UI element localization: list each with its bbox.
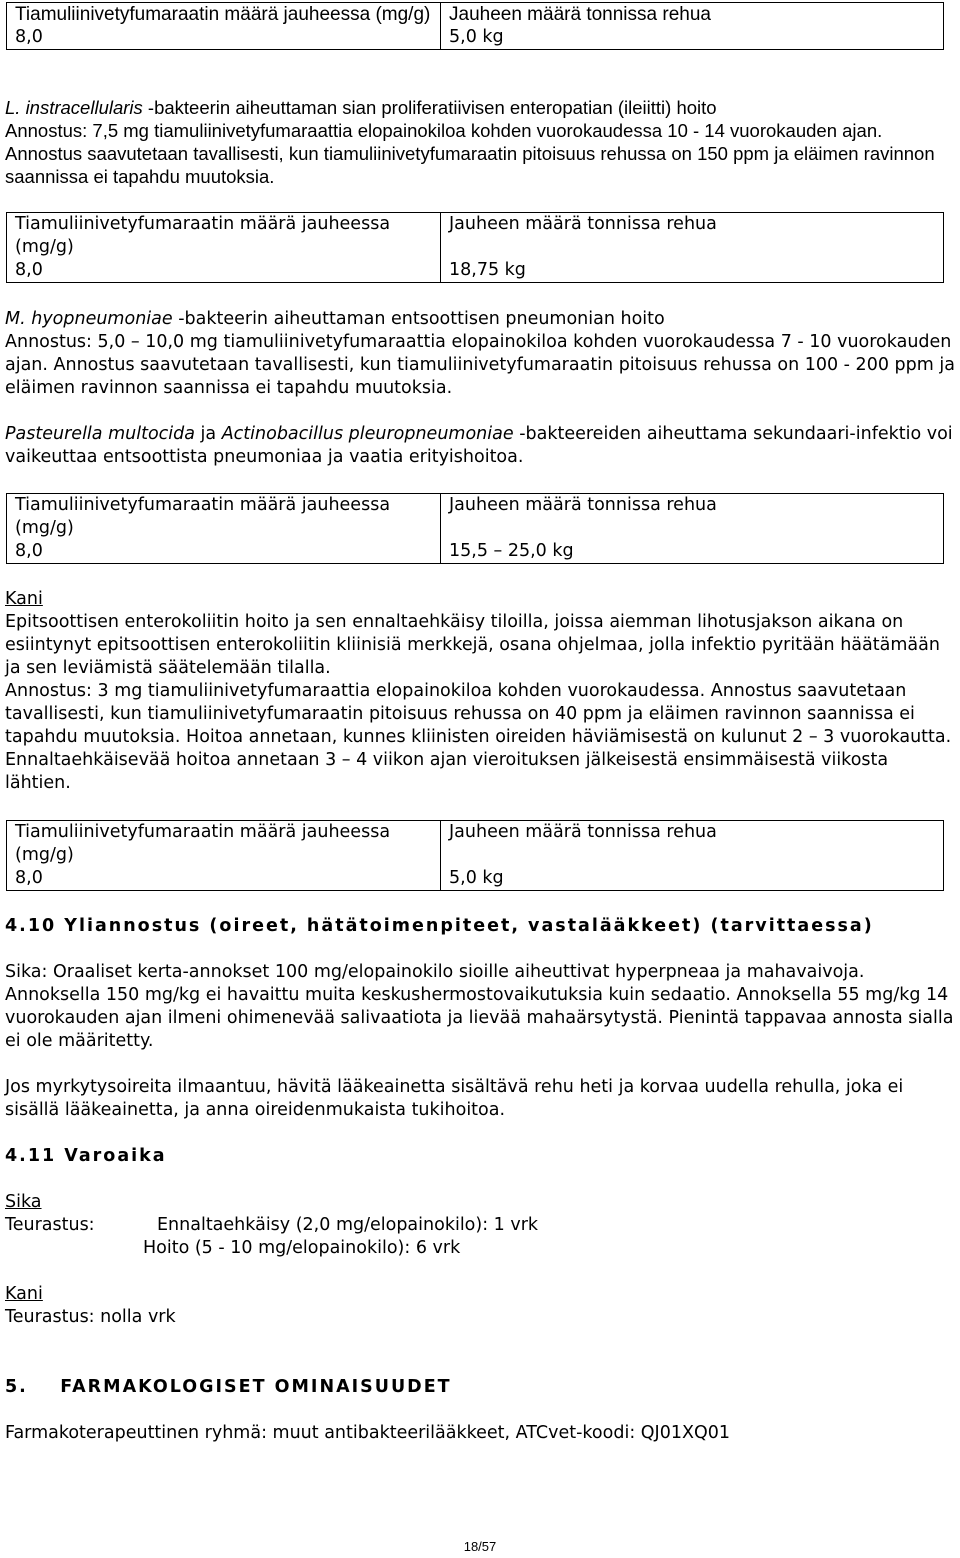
overdose-action: Jos myrkytysoireita ilmaantuu, hävitä lääkeainetta sisältävä rehu heti ja korvaa uudella rehulla, joka ei sisällä lääkeainetta, ja anna oireidenmukaista tukihoitoa. (5, 1077, 904, 1120)
species-name: L. instracellularis (5, 97, 143, 118)
dose-table-3 (6, 493, 944, 564)
ileitis-title: L. instracellularis -bakteerin aiheuttaman sian proliferatiivisen enteropatian (ileiitti) hoito (5, 97, 717, 118)
concentration-value: 8,0 (7, 867, 441, 891)
rabbit-section (5, 588, 955, 795)
overdose-pig: Sika: Oraaliset kerta-annokset 100 mg/elopainokilo sioille aiheuttivat hyperpneaa ja mahavaivoja. Annoksella 150 mg/kg ei havaittu muita keskushermostovaikutuksia kuin sedaatio. Annoksella 55 mg/kg 14 vuorokauden ajan ilmeni ohimenevää salivaatiota ja lievää mahaärsytystä. Pienintä tappavaa annosta sialla ei ole määritetty. (5, 962, 954, 1051)
dose-table-4 (6, 820, 944, 891)
rabbit-text-1: Epitsoottisen enterokoliitin hoito ja sen ennaltaehkäisy tiloilla, joissa aiemman lihotusjakson aikana on esiintynyt epitsoottisen enterokoliitin kliinisiä merkkejä, osana ohjelmaa, jolla infektio pyritään häätämään ja sen leviämistä säätelemään tilalla. (5, 612, 940, 678)
section-5 (5, 1376, 955, 1445)
col2-header: Jauheen määrä tonnissa rehua (441, 494, 944, 541)
withdrawal-rabbit: Teurastus: nolla vrk (5, 1307, 176, 1327)
pig-heading: Sika (5, 1192, 42, 1212)
section-heading: 5. FARMAKOLOGISET OMINAISUUDET (5, 1377, 452, 1397)
withdrawal-pig-1: Teurastus: Ennaltaehkäisy (2,0 mg/elopainokilo): 1 vrk (5, 1215, 539, 1235)
dose-table-1 (6, 2, 944, 50)
col2-header: Jauheen määrä tonnissa rehua (441, 213, 944, 260)
rabbit-heading: Kani (5, 1284, 43, 1304)
section-heading: 4.10 Yliannostus (oireet, hätätoimenpiteet, vastalääkkeet) (tarvittaessa) (5, 916, 874, 936)
concentration-value: 8,0 (7, 540, 441, 564)
col1-header: Tiamuliinivetyfumaraatin määrä jauheessa (mg/g) (7, 213, 441, 260)
rabbit-text-2: Annostus: 3 mg tiamuliinivetyfumaraattia elopainokiloa kohden vuorokaudessa. Annostus saavutetaan tavallisesti, kun tiamuliinivetyfumaraatin pitoisuus rehussa on 40 ppm ja eläimen ravinnon saannissa ei tapahdu muutoksia. Hoitoa annetaan, kunnes kliinisten oireiden häviämisestä on kulunut 2 – 3 vuorokautta. Ennaltaehkäisevää hoitoa annetaan 3 – 4 viikon ajan vieroituksen jälkeisestä ensimmäisestä viikosta lähtien. (5, 681, 952, 793)
ileitis-section (5, 96, 955, 188)
col1-header: Tiamuliinivetyfumaraatin määrä jauheessa (mg/g) (7, 494, 441, 541)
ileitis-dose: Annostus: 7,5 mg tiamuliinivetyfumaraattia elopainokiloa kohden vuorokaudessa 10 - 14 vuorokauden ajan. Annostus saavutetaan tavallisesti, kun tiamuliinivetyfumaraatin pitoisuus rehussa on 150 ppm ja eläimen ravinnon saannissa ei tapahdu muutoksia. (5, 120, 935, 187)
section-heading: 4.11 Varoaika (5, 1146, 167, 1166)
pneumonia-title: M. hyopneumoniae -bakteerin aiheuttaman entsoottisen pneumonian hoito (5, 309, 665, 329)
col2-header: Jauheen määrä tonnissa rehua (441, 3, 944, 27)
amount-value: 5,0 kg (441, 867, 944, 891)
rabbit-heading: Kani (5, 589, 43, 609)
concentration-value: 8,0 (7, 259, 441, 283)
amount-value: 15,5 – 25,0 kg (441, 540, 944, 564)
section-4-10 (5, 915, 955, 1122)
pneumonia-dose: Annostus: 5,0 – 10,0 mg tiamuliinivetyfumaraattia elopainokiloa kohden vuorokaudessa 7 - 10 vuorokauden ajan. Annostus saavutetaan tavallisesti, kun tiamuliinivetyfumaraatin pitoisuus rehussa on 100 - 200 ppm ja eläimen ravinnon saannissa ei tapahdu muutoksia. (5, 332, 955, 398)
section-4-11 (5, 1145, 955, 1329)
amount-value: 18,75 kg (441, 259, 944, 283)
pharmacotherapeutic-group: Farmakoterapeuttinen ryhmä: muut antibakteerilääkkeet, ATCvet-koodi: QJ01XQ01 (5, 1423, 731, 1443)
pneumonia-section (5, 308, 955, 469)
withdrawal-pig-2: Hoito (5 - 10 mg/elopainokilo): 6 vrk (143, 1238, 461, 1258)
pneumonia-note: Pasteurella multocida ja Actinobacillus pleuropneumoniae -bakteereiden aiheuttama sekundaari-infektio voi vaikeuttaa entsoottista pneumoniaa ja vaatia erityishoitoa. (5, 424, 953, 467)
amount-value: 5,0 kg (441, 26, 944, 50)
col1-header: Tiamuliinivetyfumaraatin määrä jauheessa (mg/g) (7, 821, 441, 868)
concentration-value: 8,0 (7, 26, 441, 50)
dose-table-2 (6, 212, 944, 283)
col2-header: Jauheen määrä tonnissa rehua (441, 821, 944, 868)
species-name: M. hyopneumoniae (5, 309, 173, 329)
page-number: 18/57 (463, 1539, 497, 1554)
col1-header: Tiamuliinivetyfumaraatin määrä jauheessa (mg/g) (7, 3, 441, 27)
